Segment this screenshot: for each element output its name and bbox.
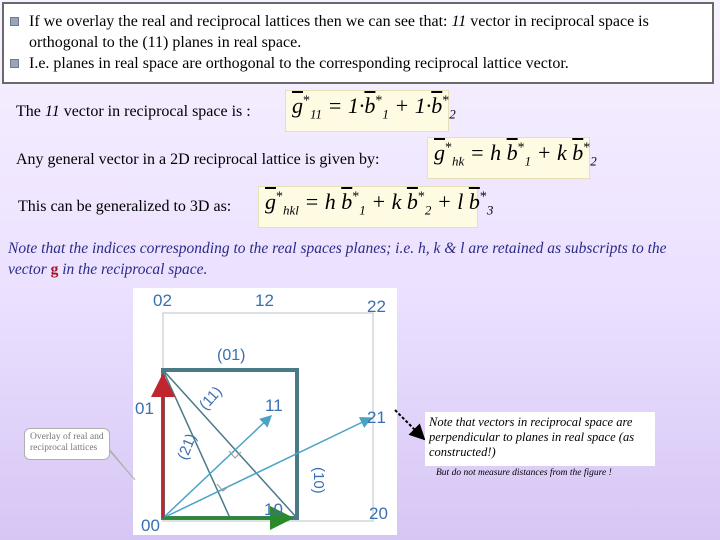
lattice-svg — [133, 288, 397, 535]
formula-g: $\overline{g}$ — [292, 93, 303, 118]
label-22: 22 — [367, 297, 386, 316]
star: * — [442, 93, 450, 109]
bullet-marker — [10, 17, 19, 26]
plane-label-11: (11) — [195, 383, 226, 414]
formula-term: = 1· — [322, 93, 365, 118]
label-11: 11 — [265, 396, 283, 415]
formula-b: $\overline{b}$ — [341, 189, 353, 214]
formula-g11 — [285, 90, 456, 132]
line-general-3d: This can be generalized to 3D as: — [18, 198, 232, 215]
line-general-2d: Any general vector in a 2D reciprocal lattice is given by: — [16, 151, 380, 168]
line-1-text-b: vector in reciprocal space is : — [59, 103, 251, 120]
formula-b: $\overline{b}$ — [364, 93, 376, 118]
line-1-text-a: The — [16, 103, 45, 120]
note-text-a: Note that the indices corresponding to the real spaces planes; i.e. h, k & l are retained as subscripts to the vector — [8, 240, 667, 278]
bullet-box — [2, 2, 714, 84]
note-text-b: in the reciprocal space. — [58, 261, 208, 278]
label-12: 12 — [255, 291, 274, 310]
formula-term: + 1· — [388, 93, 432, 118]
line-1-italic: 11 — [44, 103, 60, 120]
formula-subscript: 2 — [424, 202, 432, 218]
formula-b: $\overline{b}$ — [468, 189, 480, 214]
label-01: 01 — [135, 399, 154, 418]
bullet-item — [10, 53, 706, 74]
callout-perpendicular: Note that vectors in reciprocal space are perpendicular to planes in real space (as constructed!) — [425, 412, 655, 466]
star: * — [583, 140, 591, 156]
label-10: 10 — [264, 500, 283, 519]
label-02: 02 — [153, 291, 172, 310]
line-11-vector — [16, 103, 251, 121]
label-00: 00 — [141, 516, 160, 535]
formula-subscript: 3 — [486, 202, 494, 218]
bullet-1-text-b: vector in reciprocal space is orthogonal to the (11) planes in real space. — [29, 13, 649, 51]
formula-term: = h — [298, 189, 342, 214]
star: * — [375, 93, 383, 109]
bullet-1-italic: 11 — [451, 13, 467, 30]
star: * — [352, 189, 360, 205]
bullet-1-text-a: If we overlay the real and reciprocal lattices then we can see that: — [29, 13, 452, 30]
star: * — [479, 189, 487, 205]
note-bold-g: g — [50, 261, 59, 278]
formula-subscript: 2 — [449, 106, 456, 122]
bullet-2-text: I.e. planes in real space are orthogonal to the corresponding reciprocal lattice vector. — [29, 55, 569, 72]
note-indices — [8, 238, 708, 280]
star: * — [517, 140, 525, 156]
formula-b: $\overline{b}$ — [406, 189, 418, 214]
formula-term: + k — [531, 140, 573, 165]
formula-subscript: hk — [452, 153, 465, 169]
formula-b: $\overline{b}$ — [431, 93, 443, 118]
bullet-item — [10, 11, 706, 53]
formula-subscript: 1 — [382, 106, 389, 122]
callout-arrow — [390, 405, 430, 450]
formula-ghkl — [258, 186, 494, 228]
formula-b: $\overline{b}$ — [572, 140, 584, 165]
star: * — [417, 189, 425, 205]
star: * — [445, 140, 452, 156]
formula-subscript: 1 — [524, 153, 532, 169]
formula-subscript: hkl — [283, 202, 299, 218]
formula-g: $\overline{g}$ — [434, 140, 445, 165]
formula-subscript: 2 — [590, 153, 597, 169]
reciprocal-grid-outer — [163, 313, 373, 521]
formula-subscript: 1 — [359, 202, 366, 218]
lattice-overlay-figure — [133, 288, 397, 535]
plane-label-21: (21) — [174, 431, 201, 463]
plane-label-10: (10) — [310, 467, 327, 494]
bullet-marker — [10, 59, 19, 68]
bullet-text — [29, 11, 706, 53]
callout-overlay: Overlay of real and reciprocal lattices — [24, 428, 110, 460]
formula-term: + k — [365, 189, 407, 214]
label-21: 21 — [367, 408, 386, 427]
star: * — [276, 189, 283, 205]
formula-subscript: 11 — [310, 106, 323, 122]
label-20: 20 — [369, 504, 388, 523]
star: * — [303, 93, 310, 109]
plane-label-01: (01) — [217, 347, 246, 364]
formula-term: = h — [464, 140, 507, 165]
vector-11 — [163, 416, 271, 518]
formula-b: $\overline{b}$ — [506, 140, 518, 165]
callout-warning: But do not measure distances from the figure ! — [436, 468, 612, 478]
formula-g: $\overline{g}$ — [265, 189, 276, 214]
formula-term: + l — [431, 189, 469, 214]
formula-ghk — [427, 137, 597, 179]
